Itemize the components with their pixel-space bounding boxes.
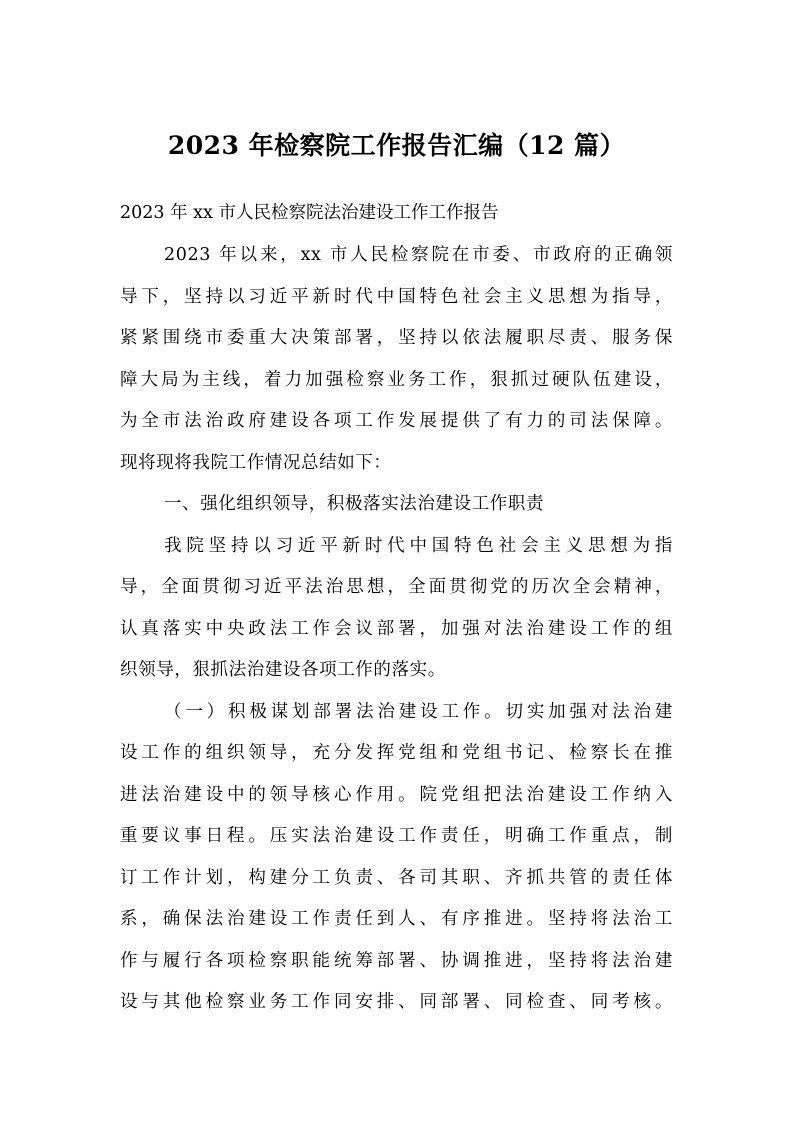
body-line: 作与履行各项检察职能统筹部署、协调推进，坚持将法治建 [120,951,673,971]
body-line: 现将现将我院工作情况总结如下： [120,453,392,473]
body-line: 织领导，狠抓法治建设各项工作的落实。 [120,660,446,680]
body-line: 导，全面贯彻习近平法治思想，全面贯彻党的历次全会精神， [120,577,673,597]
body-line: 认真落实中央政法工作会议部署，加强对法治建设工作的组 [120,619,673,639]
body-line: （一）积极谋划部署法治建设工作。切实加强对法治建 [164,702,673,722]
body-line: 系，确保法治建设工作责任到人、有序推进。坚持将法治工 [120,909,673,929]
body-line: 设工作的组织领导，充分发挥党组和党组书记、检察长在推 [120,743,673,763]
body-line: 导下，坚持以习近平新时代中国特色社会主义思想为指导， [120,287,673,307]
body-line: 障大局为主线，着力加强检察业务工作，狠抓过硬队伍建设， [120,370,673,390]
body-line: 2023 年以来，xx 市人民检察院在市委、市政府的正确领 [164,245,673,265]
section-heading: 一、强化组织领导，积极落实法治建设工作职责 [164,494,545,514]
body-line: 为全市法治政府建设各项工作发展提供了有力的司法保障。 [120,411,673,431]
body-line: 重要议事日程。压实法治建设工作责任，明确工作重点，制 [120,826,673,846]
report-subtitle: 2023 年 xx 市人民检察院法治建设工作工作报告 [120,203,499,223]
body-line: 进法治建设中的领导核心作用。院党组把法治建设工作纳入 [120,785,673,805]
body-line: 我院坚持以习近平新时代中国特色社会主义思想为指 [164,536,673,556]
body-line: 设与其他检察业务工作同安排、同部署、同检查、同考核。 [120,992,673,1012]
document-title: 2023 年检察院工作报告汇编（12 篇） [167,131,626,160]
body-line: 订工作计划，构建分工负责、各司其职、齐抓共管的责任体 [120,868,673,888]
body-line: 紧紧围绕市委重大决策部署，坚持以依法履职尽责、服务保 [120,328,673,348]
